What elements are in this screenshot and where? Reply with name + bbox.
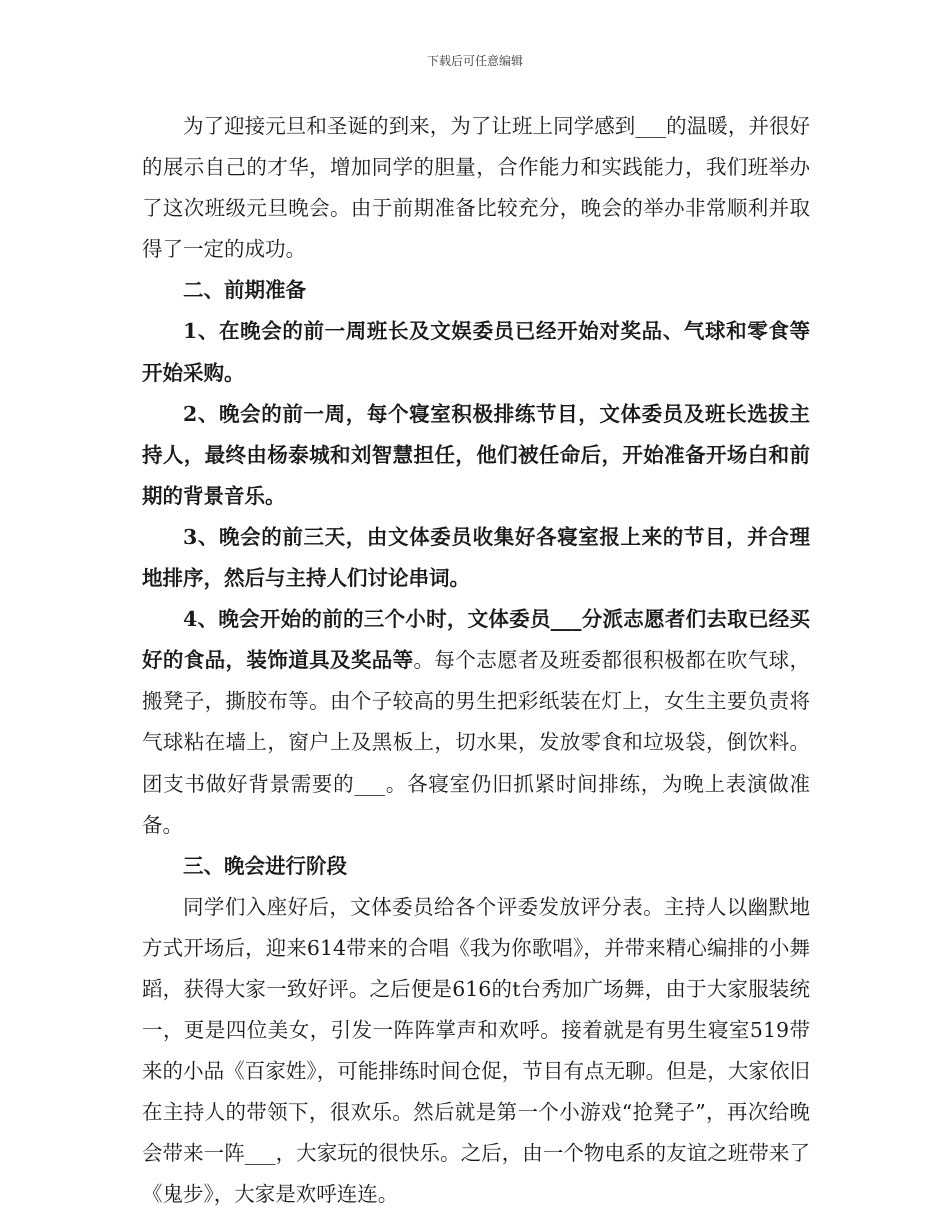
document-body <box>142 106 810 1216</box>
list-item-4-rest: 。每个志愿者及班委都很积极都在吹气球，搬凳子，撕胶布等。由个子较高的男生把彩纸装在灯上，女生主要负责将气球粘在墙上，窗户上及黑板上，切水果，发放零食和垃圾袋，倒饮料。团支书做好背景需要的___。各寝室仍旧抓紧时间排练，为晚上表演做准备。 <box>142 648 811 837</box>
page-header: 下载后可任意编辑 <box>426 54 523 68</box>
list-item-3: 3、晚会的前三天，由文体委员收集好各寝室报上来的节目，并合理地排序，然后与主持人们讨论串词。 <box>142 524 810 591</box>
list-item-4 <box>142 599 810 846</box>
section-heading-event: 三、晚会进行阶段 <box>183 853 347 878</box>
intro-paragraph: 为了迎接元旦和圣诞的到来，为了让班上同学感到___的温暖，并很好的展示自己的才华，增加同学的胆量，合作能力和实践能力，我们班举办了这次班级元旦晚会。由于前期准备比较充分，晚会的举办非常顺利并取得了一定的成功。 <box>142 114 810 262</box>
section-heading-preparation: 二、前期准备 <box>183 278 306 303</box>
list-item-4-bold: 4、晚会开始的前的三个小时，文体委员___分派志愿者们去取已经买好的食品，装饰道具及奖品等 <box>142 607 810 673</box>
list-item-1: 1、在晚会的前一周班长及文娱委员已经开始对奖品、气球和零食等开始采购。 <box>142 319 810 385</box>
event-paragraph: 同学们入座好后，文体委员给各个评委发放评分表。主持人以幽默地方式开场后，迎来614带来的合唱《我为你歌唱》，并带来精心编排的小舞蹈，获得大家一致好评。之后便是616的t台秀加广场舞，由于大家服装统一，更是四位美女，引发一阵阵掌声和欢呼。接着就是有男生寝室519带来的小品《百家姓》，可能排练时间仓促，节目有点无聊。但是，大家依旧在主持人的带领下，很欢乐。然后就是第一个小游戏“抢凳子”，再次给晚会带来一阵___，大家玩的很快乐。之后，由一个物电系的友谊之班带来了《鬼步》，大家是欢呼连连。 <box>142 894 810 1207</box>
list-item-2: 2、晚会的前一周，每个寝室积极排练节目，文体委员及班长选拔主持人，最终由杨泰城和刘智慧担任，他们被任命后，开始准备开场白和前期的背景音乐。 <box>142 401 810 508</box>
